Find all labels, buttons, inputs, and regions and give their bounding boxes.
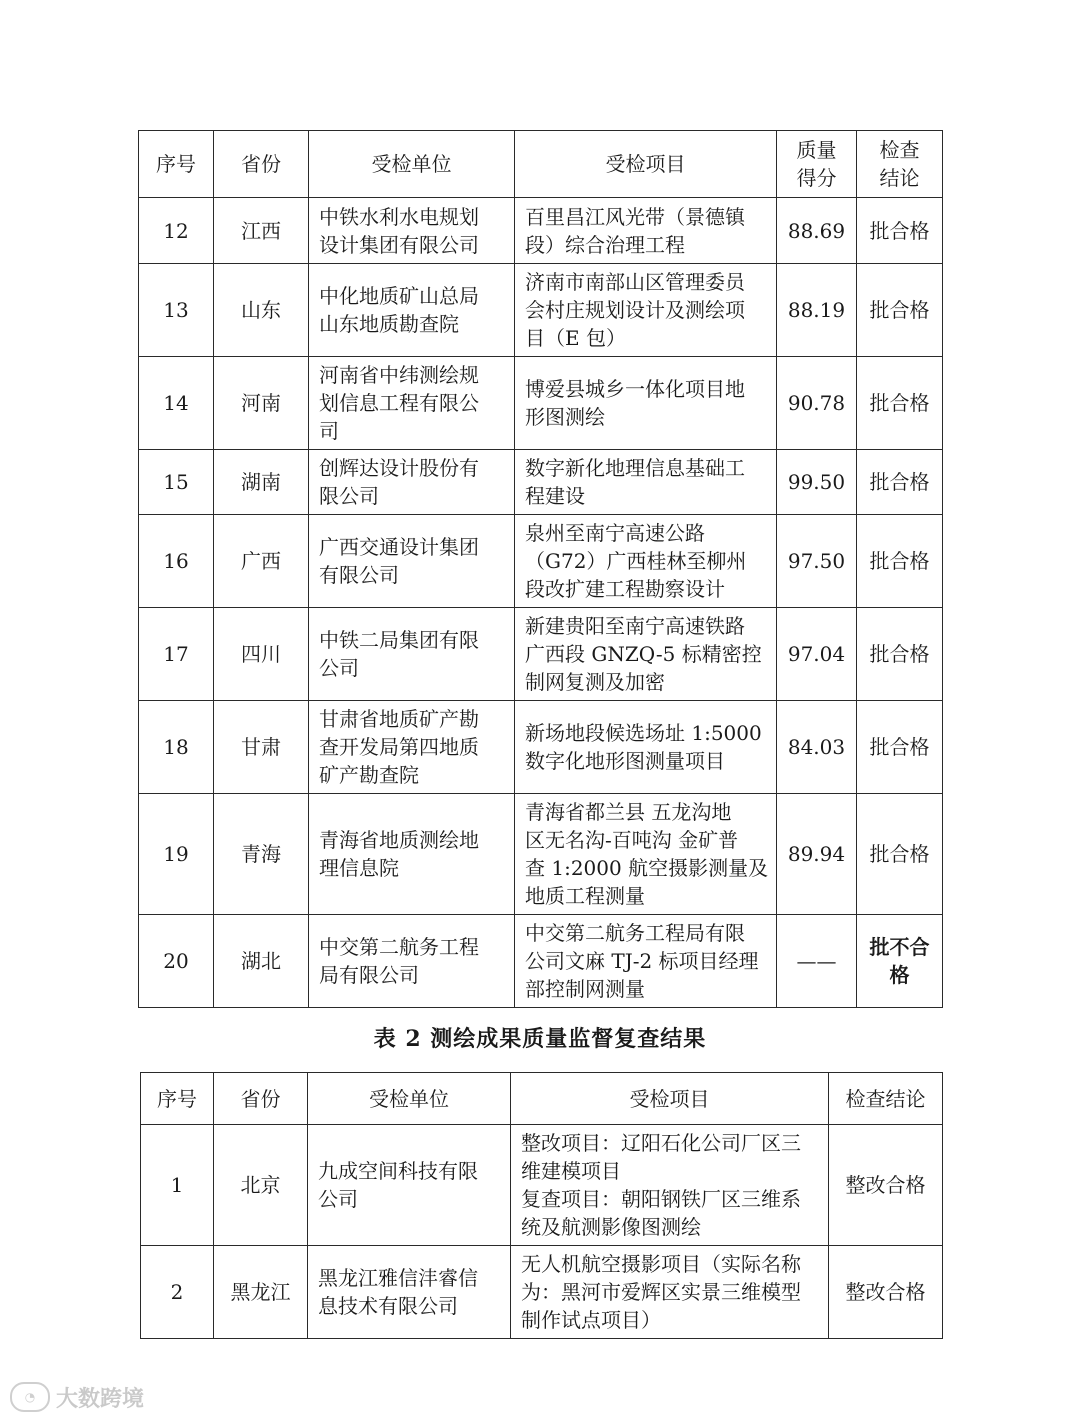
cell-score: 88.19 (777, 264, 857, 357)
cell-province: 广西 (214, 515, 309, 608)
cell-result: 批合格 (857, 701, 943, 794)
logo-icon: ◔ (10, 1382, 50, 1412)
table-row (139, 450, 943, 515)
cell-unit: 广西交通设计集团 有限公司 (309, 515, 515, 608)
cell-no: 14 (139, 357, 214, 450)
cell-no: 18 (139, 701, 214, 794)
header-result: 检查结论 (829, 1073, 943, 1125)
table-row (139, 357, 943, 450)
cell-province: 湖北 (214, 915, 309, 1008)
cell-province: 黑龙江 (214, 1246, 308, 1339)
cell-result: 批合格 (857, 450, 943, 515)
header-no: 序号 (139, 131, 214, 198)
cell-unit: 青海省地质测绘地 理信息院 (309, 794, 515, 915)
cell-unit: 中化地质矿山总局 山东地质勘查院 (309, 264, 515, 357)
cell-score: 88.69 (777, 198, 857, 264)
cell-project: 青海省都兰县 五龙沟地 区无名沟-百吨沟 金矿普 查 1:2000 航空摄影测量及 地质工程测量 (515, 794, 777, 915)
cell-project: 百里昌江风光带（景德镇 段）综合治理工程 (515, 198, 777, 264)
cell-province: 山东 (214, 264, 309, 357)
table-row (141, 1125, 943, 1246)
cell-province: 北京 (214, 1125, 308, 1246)
cell-province: 湖南 (214, 450, 309, 515)
header-result: 检查 结论 (857, 131, 943, 198)
cell-unit: 中铁二局集团有限 公司 (309, 608, 515, 701)
watermark-text: 大数跨境 (56, 1386, 145, 1412)
cell-province: 甘肃 (214, 701, 309, 794)
cell-score: 97.50 (777, 515, 857, 608)
cell-score: 89.94 (777, 794, 857, 915)
cell-result: 批不合 格 (857, 915, 943, 1008)
cell-project: 新场地段候选场址 1:5000 数字化地形图测量项目 (515, 701, 777, 794)
header-province: 省份 (214, 131, 309, 198)
table-row (139, 198, 943, 264)
cell-score: 97.04 (777, 608, 857, 701)
table2-caption: 表 2 测绘成果质量监督复查结果 (373, 1026, 707, 1052)
cell-no: 19 (139, 794, 214, 915)
cell-province: 河南 (214, 357, 309, 450)
cell-result: 批合格 (857, 264, 943, 357)
cell-no: 12 (139, 198, 214, 264)
table-header-row (139, 131, 943, 198)
header-province: 省份 (214, 1073, 308, 1125)
cell-no: 17 (139, 608, 214, 701)
cell-no: 15 (139, 450, 214, 515)
inspection-results-table (138, 130, 943, 1008)
cell-result: 批合格 (857, 794, 943, 915)
cell-province: 四川 (214, 608, 309, 701)
cell-project: 中交第二航务工程局有限 公司文麻 TJ-2 标项目经理 部控制网测量 (515, 915, 777, 1008)
table-row (139, 915, 943, 1008)
header-project: 受检项目 (511, 1073, 829, 1125)
cell-score: 99.50 (777, 450, 857, 515)
table-row (141, 1246, 943, 1339)
cell-score: 84.03 (777, 701, 857, 794)
cell-unit: 中交第二航务工程 局有限公司 (309, 915, 515, 1008)
cell-no: 13 (139, 264, 214, 357)
cell-unit: 黑龙江雅信沣睿信 息技术有限公司 (308, 1246, 511, 1339)
cell-no: 16 (139, 515, 214, 608)
cell-result: 批合格 (857, 357, 943, 450)
cell-no: 20 (139, 915, 214, 1008)
table-row (139, 264, 943, 357)
cell-unit: 中铁水利水电规划 设计集团有限公司 (309, 198, 515, 264)
cell-no: 2 (141, 1246, 214, 1339)
cell-result: 批合格 (857, 515, 943, 608)
cell-project: 新建贵阳至南宁高速铁路 广西段 GNZQ-5 标精密控 制网复测及加密 (515, 608, 777, 701)
review-results-table (140, 1072, 943, 1339)
cell-project: 济南市南部山区管理委员 会村庄规划设计及测绘项 目（E 包） (515, 264, 777, 357)
cell-unit: 河南省中纬测绘规 划信息工程有限公 司 (309, 357, 515, 450)
header-no: 序号 (141, 1073, 214, 1125)
cell-project: 泉州至南宁高速公路 （G72）广西桂林至柳州 段改扩建工程勘察设计 (515, 515, 777, 608)
cell-unit: 九成空间科技有限 公司 (308, 1125, 511, 1246)
cell-project: 无人机航空摄影项目（实际名称 为：黑河市爱辉区实景三维模型 制作试点项目） (511, 1246, 829, 1339)
cell-score: —— (777, 915, 857, 1008)
cell-score: 90.78 (777, 357, 857, 450)
cell-result: 批合格 (857, 198, 943, 264)
cell-result: 整改合格 (829, 1246, 943, 1339)
header-project: 受检项目 (515, 131, 777, 198)
table-row (139, 608, 943, 701)
cell-result: 批合格 (857, 608, 943, 701)
table-row (139, 515, 943, 608)
cell-result: 整改合格 (829, 1125, 943, 1246)
table-row (139, 794, 943, 915)
header-unit: 受检单位 (309, 131, 515, 198)
watermark (10, 1380, 144, 1414)
table-row (139, 701, 943, 794)
cell-unit: 创辉达设计股份有 限公司 (309, 450, 515, 515)
cell-no: 1 (141, 1125, 214, 1246)
table-header-row (141, 1073, 943, 1125)
cell-project: 数字新化地理信息基础工 程建设 (515, 450, 777, 515)
cell-project: 博爱县城乡一体化项目地 形图测绘 (515, 357, 777, 450)
cell-project: 整改项目：辽阳石化公司厂区三 维建模项目 复查项目：朝阳钢铁厂区三维系 统及航测影像图测绘 (511, 1125, 829, 1246)
header-score: 质量 得分 (777, 131, 857, 198)
cell-province: 青海 (214, 794, 309, 915)
cell-unit: 甘肃省地质矿产勘 查开发局第四地质 矿产勘查院 (309, 701, 515, 794)
cell-province: 江西 (214, 198, 309, 264)
header-unit: 受检单位 (308, 1073, 511, 1125)
